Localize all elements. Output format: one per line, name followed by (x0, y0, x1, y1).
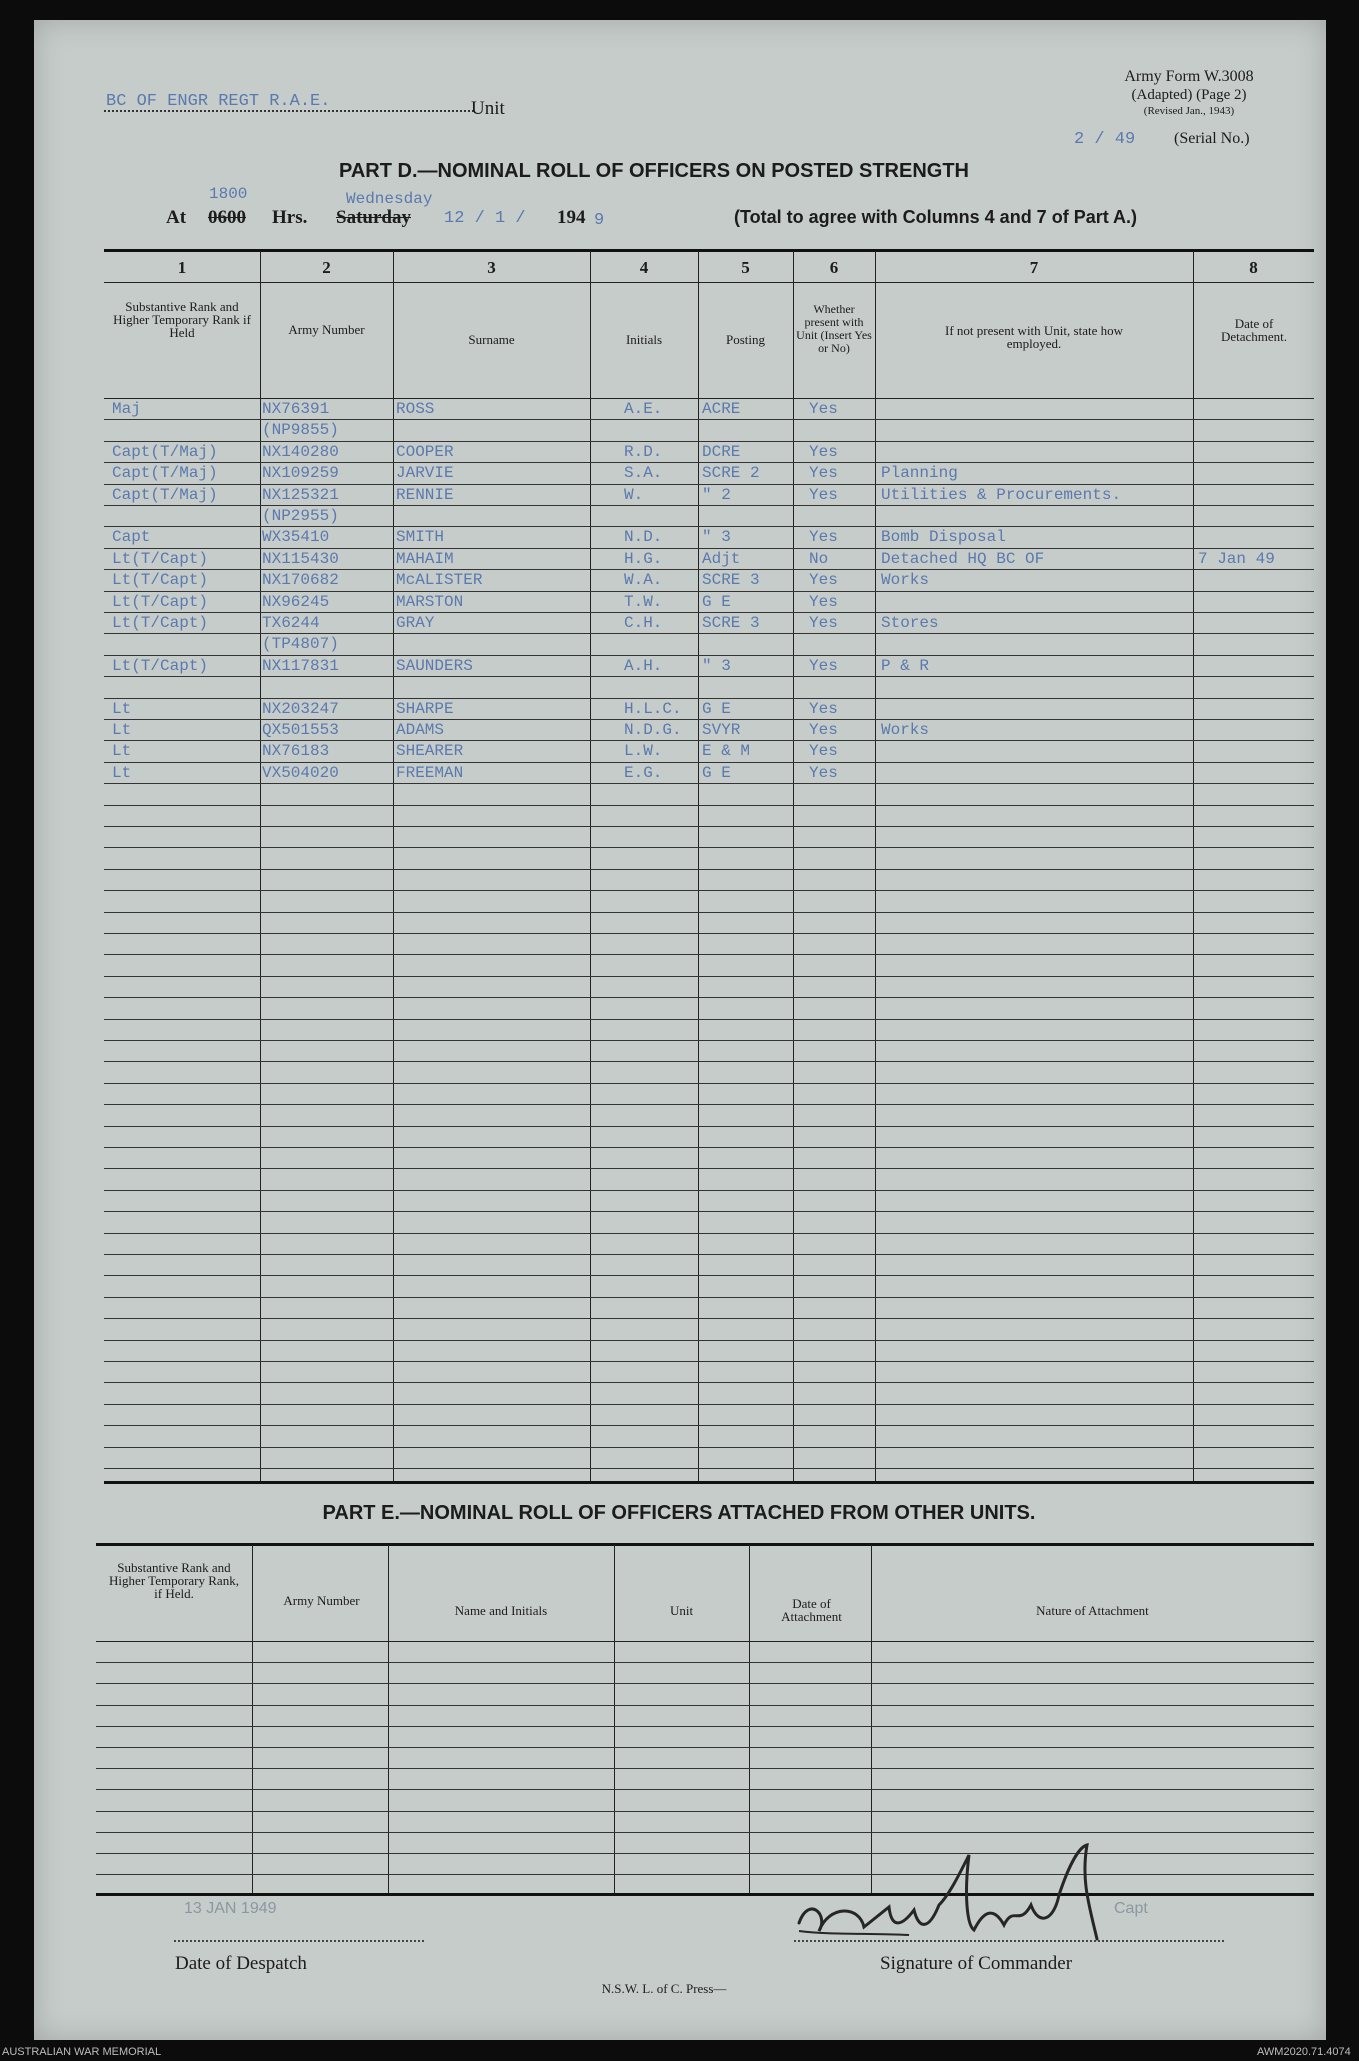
hrs-label: Hrs. (272, 207, 308, 228)
part-d-rule-line (104, 1318, 1314, 1319)
part-d-cell-number: (NP2955) (262, 507, 339, 525)
time-typed: 1800 (209, 185, 248, 203)
part-d-cell-posting: SCRE 3 (702, 571, 760, 590)
part-d-cell-present: Yes (809, 763, 838, 782)
part-d-rule-line (104, 612, 1314, 613)
part-d-rule-line (104, 740, 1314, 741)
day-printed: Saturday (336, 207, 411, 228)
part-d-cell-posting: G E (702, 592, 731, 611)
part-d-cell-surname: FREEMAN (396, 763, 464, 782)
part-d-cell-rank: Lt (112, 721, 132, 739)
part-d-cell-posting: Adjt (702, 549, 741, 568)
form-id: Army Form W.3008 (1124, 68, 1254, 85)
part-d-rule-line (104, 1275, 1314, 1276)
part-d-cell-posting: ACRE (702, 400, 741, 418)
part-d-cell-employed: Works (881, 721, 930, 739)
part-d-cell-initials: L.W. (624, 742, 663, 761)
form-adapted: (Adapted) (Page 2) (1131, 87, 1247, 103)
col-num-1: 1 (177, 258, 187, 277)
part-d-rule-line (104, 1104, 1314, 1105)
col-header-rank: Substantive Rank and Higher Temporary Rank if Held (113, 299, 251, 340)
total-note: (Total to agree with Columns 4 and 7 of Part A.) (734, 207, 1138, 227)
part-d-cell-present: Yes (809, 442, 838, 461)
part-d-rule-line (104, 569, 1314, 570)
despatch-dotted-line (174, 1940, 424, 1942)
part-d-cell-number: NX170682 (262, 571, 339, 590)
e-header-name: Name and Initials (454, 1603, 548, 1618)
part-d-rule-line (104, 1147, 1314, 1148)
part-d-rule-line (104, 441, 1314, 442)
part-d-rule-line (104, 1211, 1314, 1212)
part-d-rule-line (104, 1361, 1314, 1362)
e-header-army-number: Army Number (283, 1593, 360, 1608)
part-d-cell-present: Yes (809, 464, 838, 483)
part-d-rule-line (104, 591, 1314, 592)
part-d-cell-rank: Lt(T/Capt) (112, 614, 209, 632)
part-d-rule-line (104, 869, 1314, 870)
part-e-rule-line (96, 1726, 1314, 1727)
year-typed: 9 (594, 211, 605, 230)
at-label: At (166, 207, 187, 228)
part-d-cell-number: NX117831 (262, 656, 339, 675)
unit-dotted-line (104, 110, 474, 112)
part-d-rule-line (104, 633, 1314, 634)
part-d-cell-posting: " 3 (702, 656, 731, 675)
part-d-cell-rank: Lt (112, 742, 132, 761)
part-d-rule-line (104, 484, 1314, 485)
part-d-rule-line (104, 933, 1314, 934)
unit-value: BC OF ENGR REGT R.A.E. (106, 92, 331, 111)
part-e-rule-line (96, 1747, 1314, 1748)
part-d-cell-number: (TP4807) (262, 635, 339, 654)
part-d-rule-line (104, 997, 1314, 998)
part-d-cell-initials: A.H. (624, 656, 663, 675)
part-d-cell-present: Yes (809, 592, 838, 611)
serial-value: 2 / 49 (1074, 130, 1136, 149)
part-d-cell-surname: ROSS (396, 400, 435, 418)
part-d-cell-number: NX125321 (262, 485, 339, 504)
part-d-cell-employed: Bomb Disposal (881, 528, 1006, 547)
col-num-5: 5 (741, 258, 750, 277)
col-num-6: 6 (829, 258, 839, 277)
part-d-cell-employed: Planning (881, 464, 958, 483)
part-d-cell-rank: Lt(T/Capt) (112, 592, 209, 611)
part-d-cell-number: NX109259 (262, 464, 339, 483)
part-d-cell-surname: ADAMS (396, 721, 445, 739)
time-printed: 0600 (208, 207, 246, 228)
part-d-cell-number: NX203247 (262, 699, 339, 718)
part-d-cell-date: 7 Jan 49 (1198, 549, 1275, 568)
part-d-cell-number: NX140280 (262, 442, 339, 461)
despatch-label: Date of Despatch (175, 1953, 307, 1974)
part-d-cell-present: Yes (809, 721, 838, 739)
col-num-8: 8 (1249, 258, 1258, 277)
part-d-cell-surname: MARSTON (396, 592, 464, 611)
part-d-rule-line (104, 1190, 1314, 1191)
part-d-rule-line (104, 1254, 1314, 1255)
part-e-rule-line (96, 1789, 1314, 1790)
part-d-rule-line (104, 1425, 1314, 1426)
col-num-2: 2 (322, 258, 331, 277)
part-d-cell-present: No (809, 549, 829, 568)
part-d-cell-present: Yes (809, 699, 838, 718)
col-num-7: 7 (1029, 258, 1039, 277)
part-d-cell-surname: COOPER (396, 442, 454, 461)
form-sheet (34, 20, 1326, 2040)
part-d-cell-present: Yes (809, 656, 838, 675)
part-d-cell-surname: GRAY (396, 614, 435, 632)
part-d-rule-line (104, 462, 1314, 463)
part-d-rule-line (104, 976, 1314, 977)
part-e-rule-line (96, 1874, 1314, 1875)
part-d-cell-employed: Stores (881, 614, 939, 632)
part-d-cell-initials: E.G. (624, 763, 663, 782)
part-e-rule-line (96, 1683, 1314, 1684)
e-header-rank: Substantive Rank and Higher Temporary Rank, if Held. (109, 1560, 239, 1601)
part-e-rule-line (96, 1832, 1314, 1833)
col-header-surname: Surname (468, 332, 515, 347)
part-d-cell-rank: Capt (112, 528, 151, 547)
part-d-cell-initials: H.G. (624, 549, 663, 568)
part-d-rule-line (104, 1061, 1314, 1062)
part-d-rule-line (104, 826, 1314, 827)
part-d-cell-number: NX115430 (262, 549, 339, 568)
part-d-rule-line (104, 1447, 1314, 1448)
part-e-title: PART E.—NOMINAL ROLL OF OFFICERS ATTACHED FROM OTHER UNITS. (322, 1502, 1036, 1524)
rank-suffix: Capt (1114, 1900, 1148, 1917)
part-d-cell-initials: A.E. (624, 400, 663, 418)
part-d-cell-rank: Capt(T/Maj) (112, 464, 218, 483)
part-d-rule-line (104, 1040, 1314, 1041)
e-header-nature: Nature of Attachment (1036, 1603, 1149, 1618)
part-d-cell-number: NX96245 (262, 592, 330, 611)
part-e-rule-line (96, 1811, 1314, 1812)
e-header-unit: Unit (669, 1603, 694, 1618)
part-d-cell-present: Yes (809, 528, 838, 547)
part-d-cell-surname: McALISTER (396, 571, 483, 590)
col-header-present: Whether present with Unit (Insert Yes or No) (796, 302, 872, 355)
part-d-rule-line (104, 1340, 1314, 1341)
part-e-rule-line (96, 1853, 1314, 1854)
col-header-army-number: Army Number (288, 322, 365, 337)
part-d-cell-employed: Works (881, 571, 930, 590)
year-printed: 194 (557, 207, 586, 228)
archive-right: AWM2020.71.4074 (1257, 2046, 1351, 2058)
part-d-rule-line (104, 762, 1314, 763)
part-d-cell-initials: S.A. (624, 464, 663, 483)
part-d-cell-number: VX504020 (262, 763, 339, 782)
col-num-4: 4 (639, 258, 649, 277)
part-d-rule-line (104, 548, 1314, 549)
despatch-stamp: 13 JAN 1949 (184, 1900, 277, 1917)
part-d-rule-line (104, 912, 1314, 913)
part-d-rule-line (104, 419, 1314, 420)
e-header-date: Date of Attachment (781, 1596, 842, 1624)
part-d-cell-present: Yes (809, 400, 838, 418)
part-d-rule-line (104, 1382, 1314, 1383)
part-d-cell-initials: T.W. (624, 592, 663, 611)
part-d-cell-number: (NP9855) (262, 421, 339, 440)
part-d-cell-number: QX501553 (262, 721, 339, 739)
part-d-cell-posting: " 2 (702, 485, 731, 504)
part-d-cell-posting: G E (702, 699, 731, 718)
part-d-cell-rank: Lt(T/Capt) (112, 571, 209, 590)
part-d-cell-surname: SMITH (396, 528, 445, 547)
part-d-cell-present: Yes (809, 614, 838, 632)
part-d-cell-rank: Lt(T/Capt) (112, 549, 209, 568)
serial-label: (Serial No.) (1174, 130, 1250, 147)
part-d-cell-number: WX35410 (262, 528, 330, 547)
part-d-cell-rank: Maj (112, 400, 141, 418)
part-d-rule-line (104, 1233, 1314, 1234)
part-d-cell-present: Yes (809, 571, 838, 590)
col-header-employed: If not present with Unit, state how employed. (945, 323, 1123, 351)
part-d-cell-employed: Detached HQ BC OF (881, 549, 1045, 568)
part-d-rule-line (104, 526, 1314, 527)
part-d-rule-line (104, 783, 1314, 784)
part-e-rule-line (96, 1705, 1314, 1706)
col-header-date: Date of Detachment. (1220, 316, 1288, 344)
part-d-rule-line (104, 1126, 1314, 1127)
part-d-rule-line (104, 1019, 1314, 1020)
part-d-cell-posting: E & M (702, 742, 751, 761)
part-d-cell-initials: W. (624, 485, 644, 504)
part-d-cell-rank: Capt(T/Maj) (112, 485, 218, 504)
part-d-cell-employed: Utilities & Procurements. (881, 485, 1122, 504)
part-d-cell-rank: Lt (112, 763, 132, 782)
part-d-rule-line (104, 655, 1314, 656)
part-d-cell-surname: SHARPE (396, 699, 454, 718)
part-d-cell-initials: N.D. (624, 528, 663, 547)
signature-dotted-line (794, 1940, 1224, 1942)
part-d-cell-posting: G E (702, 763, 731, 782)
part-d-cell-surname: SHEARER (396, 742, 464, 761)
part-d-cell-present: Yes (809, 485, 838, 504)
part-d-cell-rank: Lt(T/Capt) (112, 656, 209, 675)
part-d-title: PART D.—NOMINAL ROLL OF OFFICERS ON POSTED STRENGTH (338, 160, 969, 182)
part-d-cell-present: Yes (809, 742, 838, 761)
col-header-initials: Initials (625, 332, 663, 347)
part-d-cell-surname: RENNIE (396, 485, 454, 504)
part-d-rule-line (104, 505, 1314, 506)
signature-label: Signature of Commander (880, 1953, 1073, 1974)
part-d-cell-number: NX76183 (262, 742, 330, 761)
part-d-rule-line (104, 890, 1314, 891)
part-d-rule-line (104, 1168, 1314, 1169)
part-d-cell-employed: P & R (881, 656, 930, 675)
part-d-rule-line (104, 698, 1314, 699)
part-d-rule-line (104, 1297, 1314, 1298)
col-num-3: 3 (487, 258, 496, 277)
part-d-cell-initials: C.H. (624, 614, 663, 632)
archive-left: AUSTRALIAN WAR MEMORIAL (2, 2046, 162, 2058)
part-d-cell-posting: SCRE 2 (702, 464, 760, 483)
part-d-cell-number: TX6244 (262, 614, 320, 632)
day-typed: Wednesday (346, 190, 433, 208)
part-d-rule-line (104, 719, 1314, 720)
part-d-rule-line (104, 805, 1314, 806)
form-revised: (Revised Jan., 1943) (1143, 105, 1235, 117)
part-d-cell-initials: R.D. (624, 442, 663, 461)
part-d-cell-posting: SCRE 3 (702, 614, 760, 632)
part-d-cell-initials: N.D.G. (624, 721, 682, 739)
part-d-cell-surname: SAUNDERS (396, 656, 473, 675)
part-d-cell-surname: JARVIE (396, 464, 454, 483)
press-label: N.S.W. L. of C. Press— (601, 1981, 727, 1996)
part-d-rule-line (104, 1468, 1314, 1469)
part-d-rule-line (104, 676, 1314, 677)
commander-signature (769, 1835, 1124, 1965)
part-d-rule-line (104, 847, 1314, 848)
part-d-cell-posting: SVYR (702, 721, 741, 739)
part-d-cell-posting: " 3 (702, 528, 731, 547)
part-d-cell-rank: Capt(T/Maj) (112, 442, 218, 461)
part-d-rule-line (104, 1404, 1314, 1405)
part-e-rule-line (96, 1662, 1314, 1663)
col-header-posting: Posting (725, 332, 765, 347)
unit-label: Unit (471, 98, 505, 119)
part-d-cell-rank: Lt (112, 699, 132, 718)
part-d-cell-posting: DCRE (702, 442, 741, 461)
part-d-cell-initials: H.L.C. (624, 699, 682, 718)
part-d-cell-surname: MAHAIM (396, 549, 454, 568)
date-typed: 12 / 1 / (444, 209, 526, 228)
part-d-cell-initials: W.A. (624, 571, 663, 590)
part-d-rule-line (104, 1083, 1314, 1084)
part-d-rule-line (104, 954, 1314, 955)
part-e-rule-line (96, 1768, 1314, 1769)
part-d-cell-number: NX76391 (262, 400, 330, 418)
